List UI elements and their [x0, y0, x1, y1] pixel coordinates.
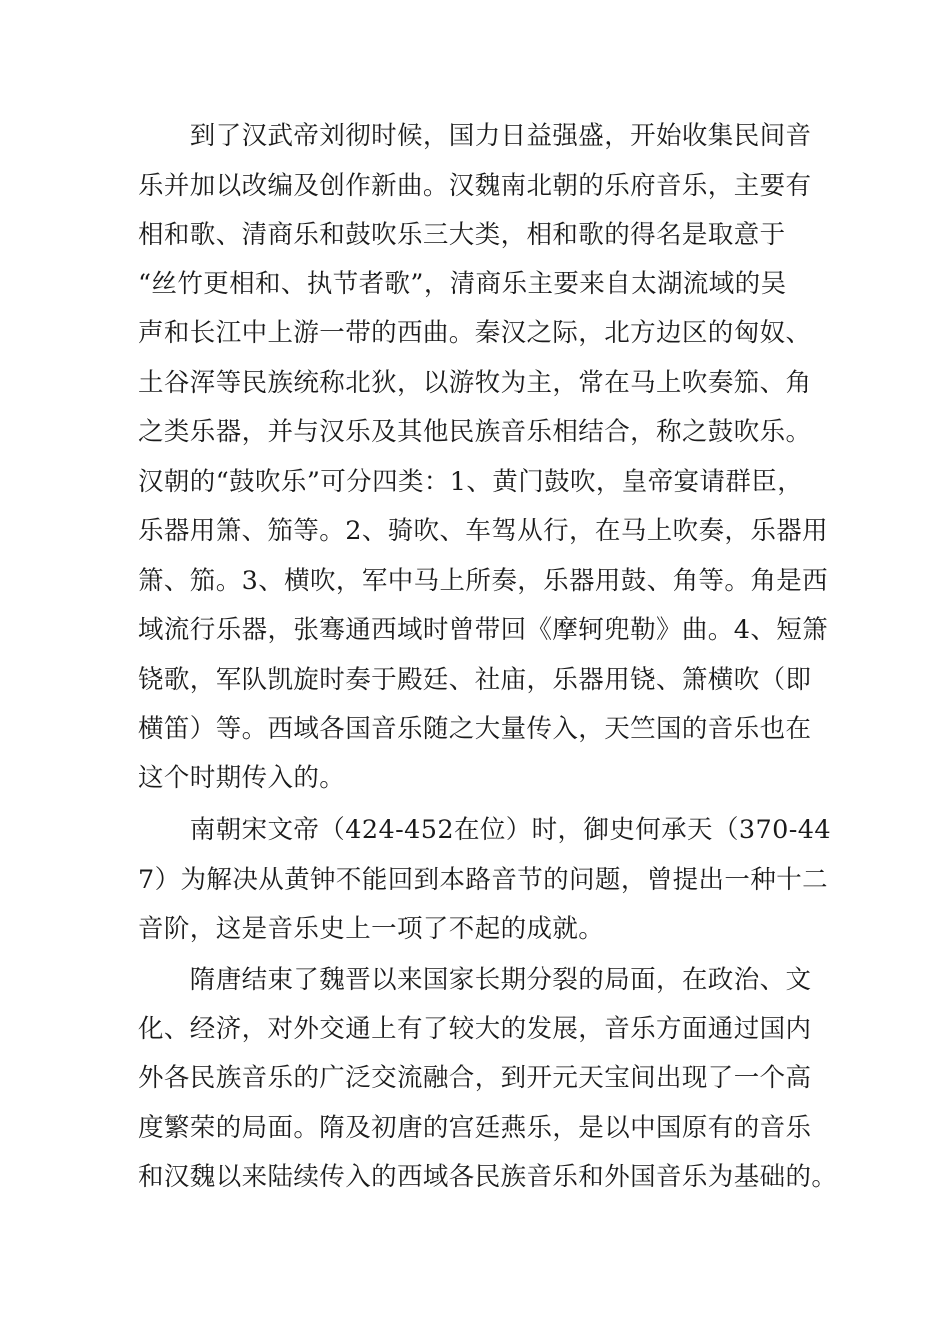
text-line: 汉朝的“鼓吹乐”可分四类：1、黄门鼓吹，皇帝宴请群臣，	[138, 467, 804, 497]
text-line: 相和歌、清商乐和鼓吹乐三大类，相和歌的得名是取意于	[138, 220, 786, 250]
text-line: 隋唐结束了魏晋以来国家长期分裂的局面，在政治、文	[138, 965, 812, 995]
text-line: 和汉魏以来陆续传入的西域各民族音乐和外国音乐为基础的。	[138, 1162, 838, 1192]
text-line: 外各民族音乐的广泛交流融合，到开元天宝间出现了一个高	[138, 1063, 812, 1093]
text-line: 化、经济，对外交通上有了较大的发展，音乐方面通过国内	[138, 1014, 812, 1044]
text-line: 之类乐器，并与汉乐及其他民族音乐相结合，称之鼓吹乐。	[138, 417, 812, 447]
text-line: “丝竹更相和、执节者歌”，清商乐主要来自太湖流域的吴	[138, 269, 787, 299]
text-line: 乐器用箫、笳等。2、骑吹、车驾从行，在马上吹奏，乐器用	[138, 516, 829, 546]
text-line: 到了汉武帝刘彻时候，国力日益强盛，开始收集民间音	[138, 121, 812, 151]
text-line: 横笛）等。西域各国音乐随之大量传入，天竺国的音乐也在	[138, 714, 812, 744]
text-line: 音阶，这是音乐史上一项了不起的成就。	[138, 914, 605, 944]
text-line: 度繁荣的局面。隋及初唐的宫廷燕乐，是以中国原有的音乐	[138, 1113, 812, 1143]
text-line: 土谷浑等民族统称北狄，以游牧为主，常在马上吹奏笳、角	[138, 368, 812, 398]
text-line: 南朝宋文帝（424-452在位）时，御史何承天（370-44	[138, 815, 831, 845]
text-line: 7）为解决从黄钟不能回到本路音节的问题，曾提出一种十二	[138, 865, 829, 895]
text-line: 箫、笳。3、横吹，军中马上所奏，乐器用鼓、角等。角是西	[138, 566, 829, 596]
text-line: 乐并加以改编及创作新曲。汉魏南北朝的乐府音乐，主要有	[138, 171, 812, 201]
text-line: 声和长江中上游一带的西曲。秦汉之际，北方边区的匈奴、	[138, 318, 812, 348]
text-line: 铙歌，军队凯旋时奏于殿廷、社庙，乐器用铙、箫横吹（即	[138, 665, 812, 695]
text-line: 这个时期传入的。	[138, 763, 346, 793]
text-line: 域流行乐器，张骞通西域时曾带回《摩轲兜勒》曲。4、短箫	[138, 615, 829, 645]
